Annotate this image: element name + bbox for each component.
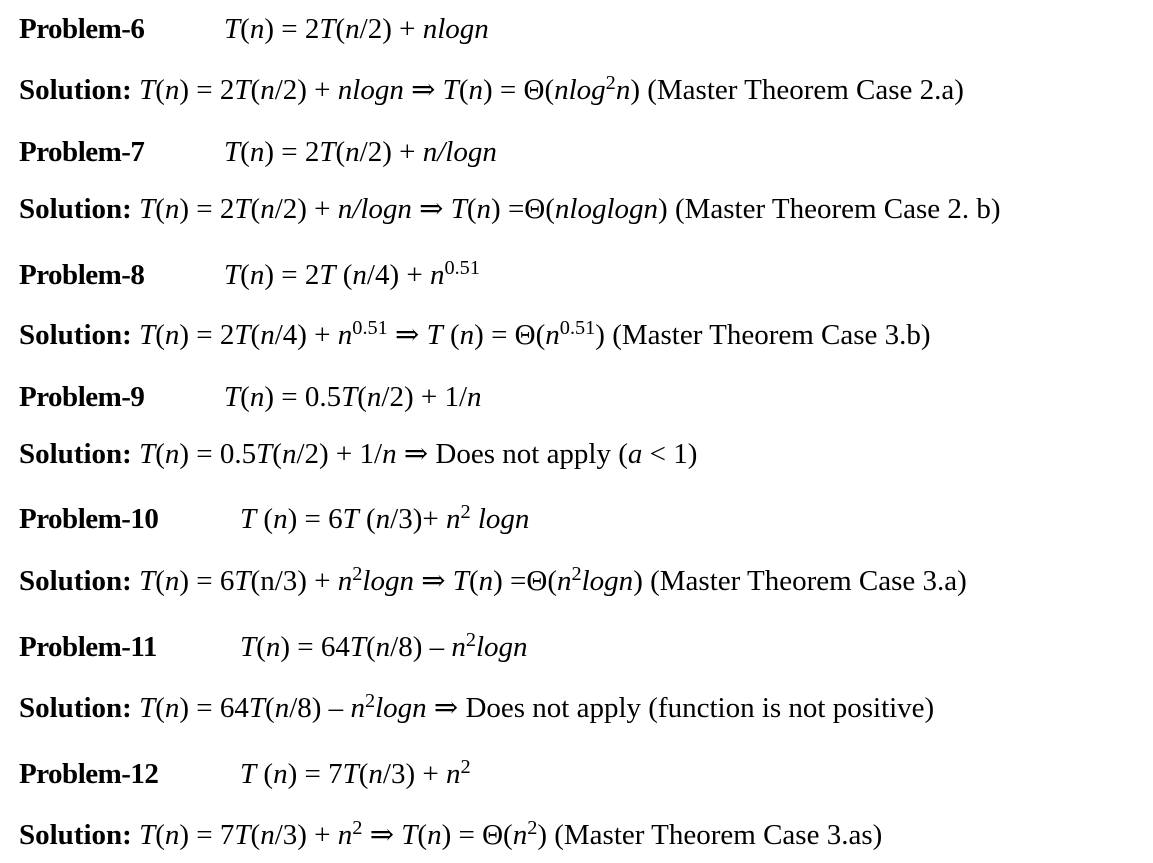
- solution-8-label: Solution:: [19, 319, 132, 351]
- problem-8-label: Problem-8: [19, 259, 145, 291]
- solution-11-label: Solution:: [19, 692, 132, 724]
- problem-9-label: Problem-9: [19, 381, 145, 413]
- solution-12-line: [19, 816, 883, 851]
- problem-10-line: [19, 500, 530, 535]
- problem-10-equation: T (n) = 6T $(n/3)+ n^2$ logn: [240, 500, 530, 535]
- solution-11-text: $T(n) = 64T(n/8) - n^2\log n$ ⇒ Does not apply (function is not positive): [139, 689, 935, 724]
- problem-6-label: Problem-6: [19, 13, 145, 45]
- solution-6-text: T(n) = 2T(n/2) + nlogn ⇒ T(n) = Θ(nlog$^2$n) (Master Theorem Case 2.a): [139, 71, 964, 106]
- problem-8-equation: T(n) = 2T $(n/4) + n^{0.51}$: [224, 256, 480, 291]
- solution-9-label: Solution:: [19, 438, 132, 470]
- solution-12-label: Solution:: [19, 819, 132, 851]
- solution-10-label: Solution:: [19, 565, 132, 597]
- problem-10-label: Problem-10: [19, 503, 159, 535]
- problem-9-line: [19, 383, 482, 412]
- solution-9-text: T(n) = 0.5T(n/2) + 1/n ⇒ Does not apply (a < 1): [139, 438, 698, 470]
- problem-12-label: Problem-12: [19, 758, 159, 790]
- solution-7-line: [19, 195, 1001, 224]
- solution-10-text: $T(n) = 6T(n/3) + n^2\log n$ ⇒ $T(n) =\Theta(n^2\log n)$ (Master Theorem Case 3.a): [139, 562, 967, 597]
- problem-9-equation: T(n) = 0.5T(n/2) + 1/n: [224, 381, 482, 413]
- solution-6-label: Solution:: [19, 74, 132, 106]
- problem-7-equation: T(n) = 2T(n/2) + n/logn: [224, 136, 497, 168]
- solution-6-line: [19, 71, 964, 106]
- solution-7-text: T(n) = 2T(n/2) + n/logn ⇒ T(n) =Θ(nloglogn) (Master Theorem Case 2. b): [139, 193, 1001, 225]
- problem-7-label: Problem-7: [19, 136, 145, 168]
- problem-7-line: [19, 138, 497, 167]
- solution-9-line: [19, 440, 697, 469]
- solution-8-line: [19, 316, 931, 351]
- solution-7-label: Solution:: [19, 193, 132, 225]
- solution-10-line: [19, 562, 967, 597]
- solution-8-text: $T(n) = 2T(n/4) + n^{0.51}$ ⇒ T $(n) = \Theta(n^{0.51})$ (Master Theorem Case 3.b): [139, 316, 931, 351]
- problem-11-line: [19, 628, 528, 663]
- problem-6-line: [19, 15, 489, 44]
- problem-11-label: Problem-11: [19, 631, 157, 663]
- solution-12-text: $T(n) = 7T(n/3) + n^2$ ⇒ $T(n) = \Theta(n^2)$ (Master Theorem Case 3.as): [139, 816, 883, 851]
- problem-8-line: [19, 256, 480, 291]
- problem-12-equation: T $(n) = 7T(n/3) + n^2$: [240, 755, 471, 790]
- solution-11-line: [19, 689, 935, 724]
- problem-12-line: [19, 755, 471, 790]
- problem-6-equation: T(n) = 2T(n/2) + nlogn: [224, 13, 489, 45]
- problem-11-equation: $T(n) = 64T(n/8) - n^2\log n$: [240, 628, 528, 663]
